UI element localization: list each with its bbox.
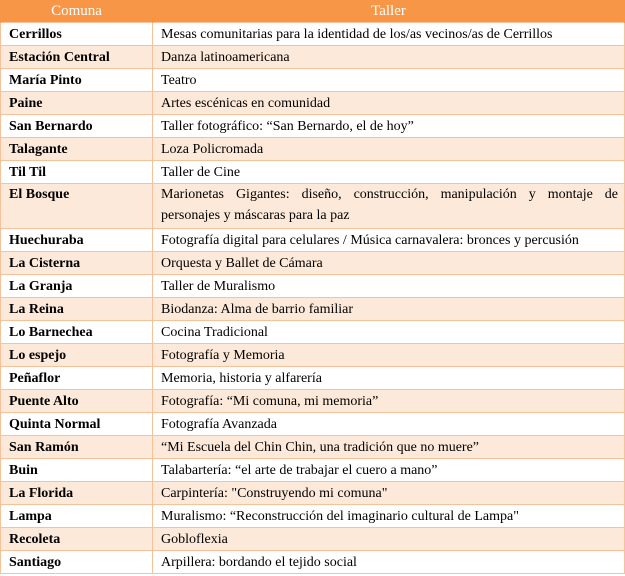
taller-cell: Fotografía: “Mi comuna, mi memoria” — [153, 390, 625, 413]
table-row — [1, 505, 625, 528]
taller-cell: Muralismo: “Reconstrucción del imaginario cultural de Lampa" — [153, 505, 625, 528]
taller-cell: Mesas comunitarias para la identidad de los/as vecinos/as de Cerrillos — [153, 23, 625, 46]
taller-cell: Gobloflexia — [153, 528, 625, 551]
comuna-cell: Quinta Normal — [1, 413, 153, 436]
comuna-cell: El Bosque — [1, 184, 153, 229]
table-row — [1, 138, 625, 161]
comuna-cell: La Reina — [1, 298, 153, 321]
table-row — [1, 229, 625, 252]
taller-cell: Marionetas Gigantes: diseño, construcción, manipulación y montaje de personajes y máscaras para la paz — [153, 184, 625, 229]
comuna-cell: Estación Central — [1, 46, 153, 69]
comuna-cell: Lo Barnechea — [1, 321, 153, 344]
comuna-cell: Santiago — [1, 551, 153, 574]
table-row — [1, 436, 625, 459]
taller-cell: Carpintería: "Construyendo mi comuna" — [153, 482, 625, 505]
comuna-cell: Lo espejo — [1, 344, 153, 367]
table-row — [1, 551, 625, 574]
taller-cell: Loza Policromada — [153, 138, 625, 161]
taller-cell: Fotografía digital para celulares / Música carnavalera: bronces y percusión — [153, 229, 625, 252]
table-row — [1, 321, 625, 344]
comuna-cell: Cerrillos — [1, 23, 153, 46]
comuna-cell: La Granja — [1, 275, 153, 298]
table-row — [1, 23, 625, 46]
table-header-row — [1, 0, 625, 23]
table-row — [1, 413, 625, 436]
comuna-cell: Paine — [1, 92, 153, 115]
table-row — [1, 528, 625, 551]
comuna-cell: Til Til — [1, 161, 153, 184]
taller-cell: Arpillera: bordando el tejido social — [153, 551, 625, 574]
table-row — [1, 344, 625, 367]
table-row — [1, 69, 625, 92]
taller-cell: Cocina Tradicional — [153, 321, 625, 344]
header-comuna: Comuna — [1, 0, 153, 23]
table-row — [1, 184, 625, 229]
taller-cell: Artes escénicas en comunidad — [153, 92, 625, 115]
taller-cell: Teatro — [153, 69, 625, 92]
taller-cell: Taller de Cine — [153, 161, 625, 184]
table-row — [1, 459, 625, 482]
table-row — [1, 115, 625, 138]
taller-cell: Taller fotográfico: “San Bernardo, el de hoy” — [153, 115, 625, 138]
comuna-cell: Lampa — [1, 505, 153, 528]
table-row — [1, 275, 625, 298]
taller-cell: “Mi Escuela del Chin Chin, una tradición que no muere” — [153, 436, 625, 459]
comuna-cell: San Ramón — [1, 436, 153, 459]
comuna-cell: Recoleta — [1, 528, 153, 551]
comuna-cell: Talagante — [1, 138, 153, 161]
table-row — [1, 298, 625, 321]
table-row — [1, 367, 625, 390]
comuna-cell: La Cisterna — [1, 252, 153, 275]
table-row — [1, 390, 625, 413]
comuna-cell: Puente Alto — [1, 390, 153, 413]
comuna-cell: Peñaflor — [1, 367, 153, 390]
table-row — [1, 482, 625, 505]
comuna-cell: María Pinto — [1, 69, 153, 92]
table-row — [1, 161, 625, 184]
taller-cell: Biodanza: Alma de barrio familiar — [153, 298, 625, 321]
taller-cell: Talabartería: “el arte de trabajar el cuero a mano” — [153, 459, 625, 482]
comuna-cell: San Bernardo — [1, 115, 153, 138]
table-row — [1, 46, 625, 69]
taller-cell: Fotografía y Memoria — [153, 344, 625, 367]
taller-cell: Taller de Muralismo — [153, 275, 625, 298]
comuna-cell: Huechuraba — [1, 229, 153, 252]
taller-cell: Memoria, historia y alfarería — [153, 367, 625, 390]
comuna-cell: La Florida — [1, 482, 153, 505]
comuna-cell: Buin — [1, 459, 153, 482]
table-row — [1, 252, 625, 275]
taller-cell: Fotografía Avanzada — [153, 413, 625, 436]
taller-cell: Danza latinoamericana — [153, 46, 625, 69]
header-taller: Taller — [153, 0, 625, 23]
taller-cell: Orquesta y Ballet de Cámara — [153, 252, 625, 275]
table-row — [1, 92, 625, 115]
